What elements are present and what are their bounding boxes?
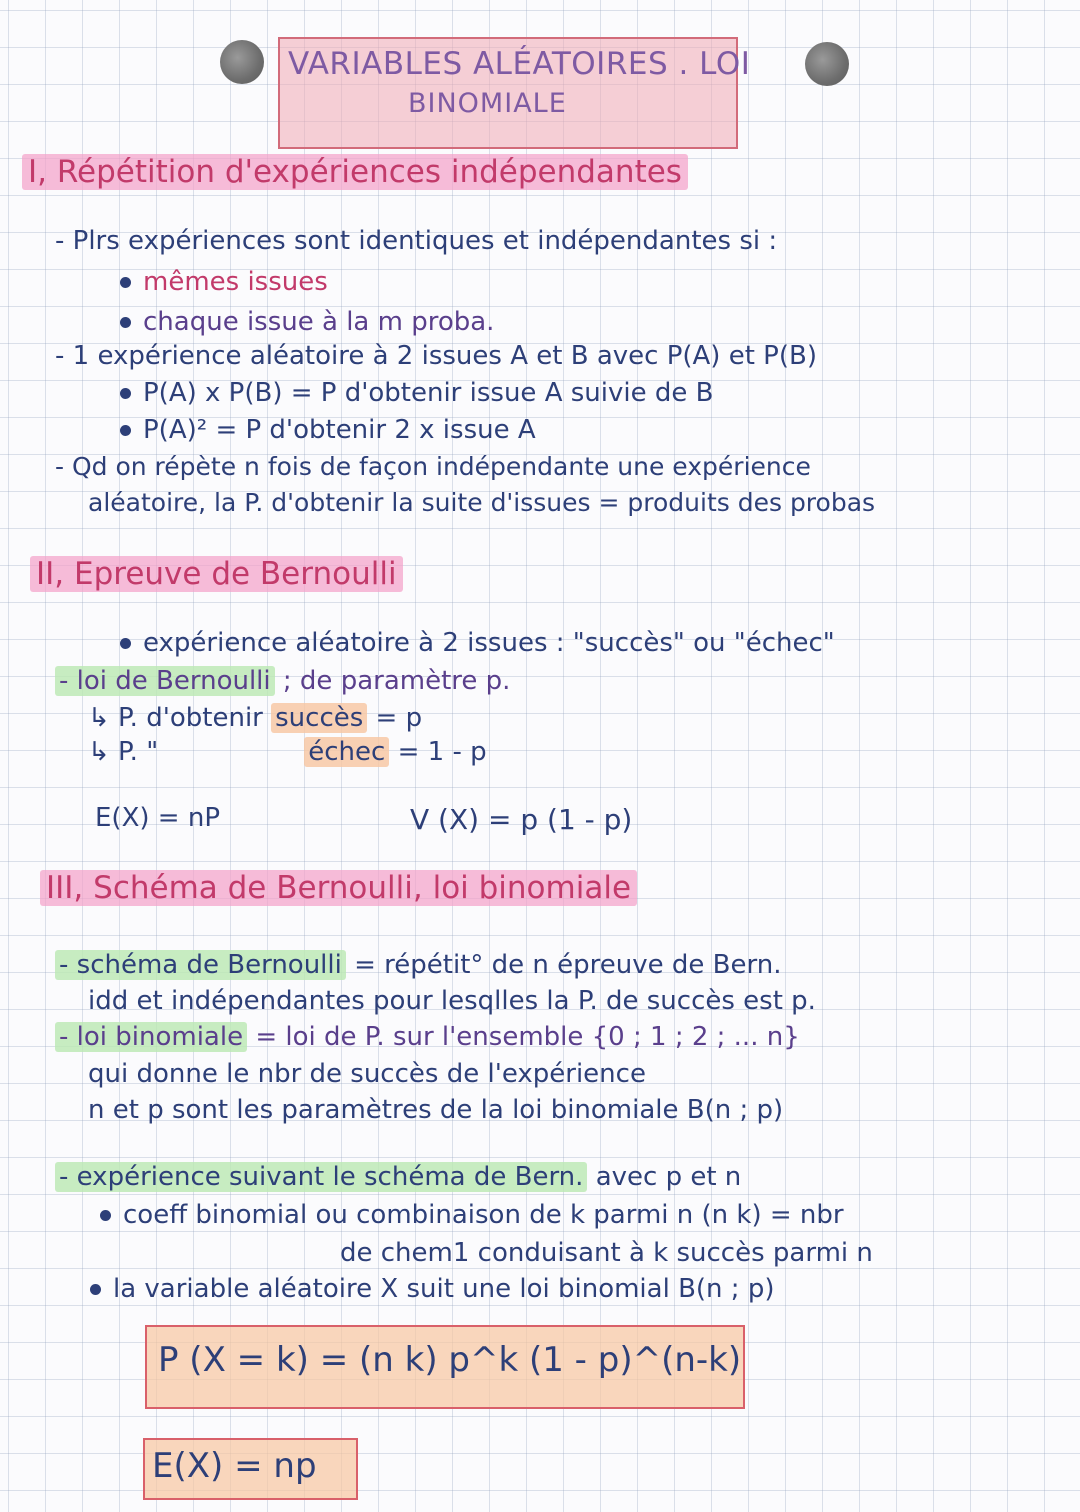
s1-line-3-text: chaque issue à la m proba.: [143, 307, 495, 337]
bullet-icon: [120, 277, 131, 288]
s2-line-1: [120, 628, 835, 658]
bullet-icon: [100, 1210, 111, 1221]
s3-line-9: [90, 1274, 774, 1304]
bullet-icon: [120, 388, 131, 399]
s3-line-1: [55, 950, 782, 980]
s3-line-5: n et p sont les paramètres de la loi binomiale B(n ; p): [88, 1095, 784, 1125]
bullet-icon: [90, 1284, 101, 1295]
binder-hole-right: [805, 42, 849, 86]
bernoulli-law-rest: ; de paramètre p.: [282, 666, 511, 696]
s3-line-4: qui donne le nbr de succès de l'expérience: [88, 1059, 646, 1089]
s1-line-8: aléatoire, la P. d'obtenir la suite d'issues = produits des probas: [88, 488, 876, 517]
s3-line-8: de chem1 conduisant à k succès parmi n: [340, 1238, 873, 1268]
s2-line-1-text: expérience aléatoire à 2 issues : "succès" ou "échec": [143, 628, 835, 658]
s1-line-6: [120, 415, 536, 445]
s2-line-4: [88, 737, 487, 767]
loi-binomiale-label: - loi binomiale: [55, 1022, 247, 1052]
s1-line-1: - Plrs expériences sont identiques et indépendantes si :: [55, 226, 778, 256]
title-line-1: VARIABLES ALÉATOIRES . LOI: [288, 46, 751, 82]
s1-line-5-text: P(A) x P(B) = P d'obtenir issue A suivie de B: [143, 378, 714, 408]
bernoulli-law-label: - loi de Bernoulli: [55, 666, 275, 696]
s3-line-1-b: = répétit° de n épreuve de Bern.: [354, 950, 782, 980]
s3-line-3-b: = loi de P. sur l'ensemble {0 ; 1 ; 2 ; ... n}: [255, 1022, 800, 1052]
succes-label: succès: [271, 703, 367, 733]
section-3-heading-text: III, Schéma de Bernoulli, loi binomiale: [40, 870, 637, 906]
s2-esperance: E(X) = nP: [95, 803, 220, 833]
s3-line-3: [55, 1022, 800, 1052]
experience-schema-label: - expérience suivant le schéma de Bern.: [55, 1162, 587, 1192]
s3-line-2: idd et indépendantes pour lesqlles la P. de succès est p.: [88, 986, 816, 1016]
section-1-heading-text: I, Répétition d'expériences indépendantes: [22, 154, 688, 190]
s2-line-2: [55, 666, 510, 696]
s1-line-5: [120, 378, 713, 408]
section-3-heading: [40, 870, 637, 906]
s1-line-2: [120, 267, 328, 297]
s2-variance: V (X) = p (1 - p): [410, 803, 633, 836]
s2-line-3-a: ↳ P. d'obtenir: [88, 703, 263, 733]
binder-hole-left: [220, 40, 264, 84]
section-1-heading: [22, 154, 688, 190]
schema-bernoulli-label: - schéma de Bernoulli: [55, 950, 346, 980]
bullet-icon: [120, 317, 131, 328]
title-line-2: BINOMIALE: [408, 88, 567, 119]
s3-line-9-text: la variable aléatoire X suit une loi binomial B(n ; p): [113, 1274, 775, 1304]
binomial-formula: P (X = k) = (n k) p^k (1 - p)^(n-k): [158, 1340, 742, 1380]
s3-line-6: [55, 1162, 741, 1192]
s1-line-2-text: mêmes issues: [143, 267, 328, 297]
s2-line-4-a: ↳ P. ": [88, 737, 159, 767]
s3-line-7: [100, 1200, 844, 1230]
bullet-icon: [120, 425, 131, 436]
expectation-formula: E(X) = np: [152, 1446, 317, 1486]
echec-label: échec: [304, 737, 389, 767]
section-2-heading: [30, 556, 403, 592]
s3-line-7-text: coeff binomial ou combinaison de k parmi n (n k) = nbr: [123, 1200, 844, 1230]
s2-line-3: [88, 703, 422, 733]
s1-line-7: - Qd on répète n fois de façon indépendante une expérience: [55, 452, 811, 481]
s1-line-6-text: P(A)² = P d'obtenir 2 x issue A: [143, 415, 536, 445]
s2-line-3-c: = p: [375, 703, 423, 733]
s3-line-6-b: avec p et n: [595, 1162, 742, 1192]
bullet-icon: [120, 638, 131, 649]
section-2-heading-text: II, Epreuve de Bernoulli: [30, 556, 403, 592]
s1-line-3: [120, 307, 494, 337]
s1-line-4: - 1 expérience aléatoire à 2 issues A et B avec P(A) et P(B): [55, 341, 817, 371]
s2-line-4-c: = 1 - p: [397, 737, 487, 767]
